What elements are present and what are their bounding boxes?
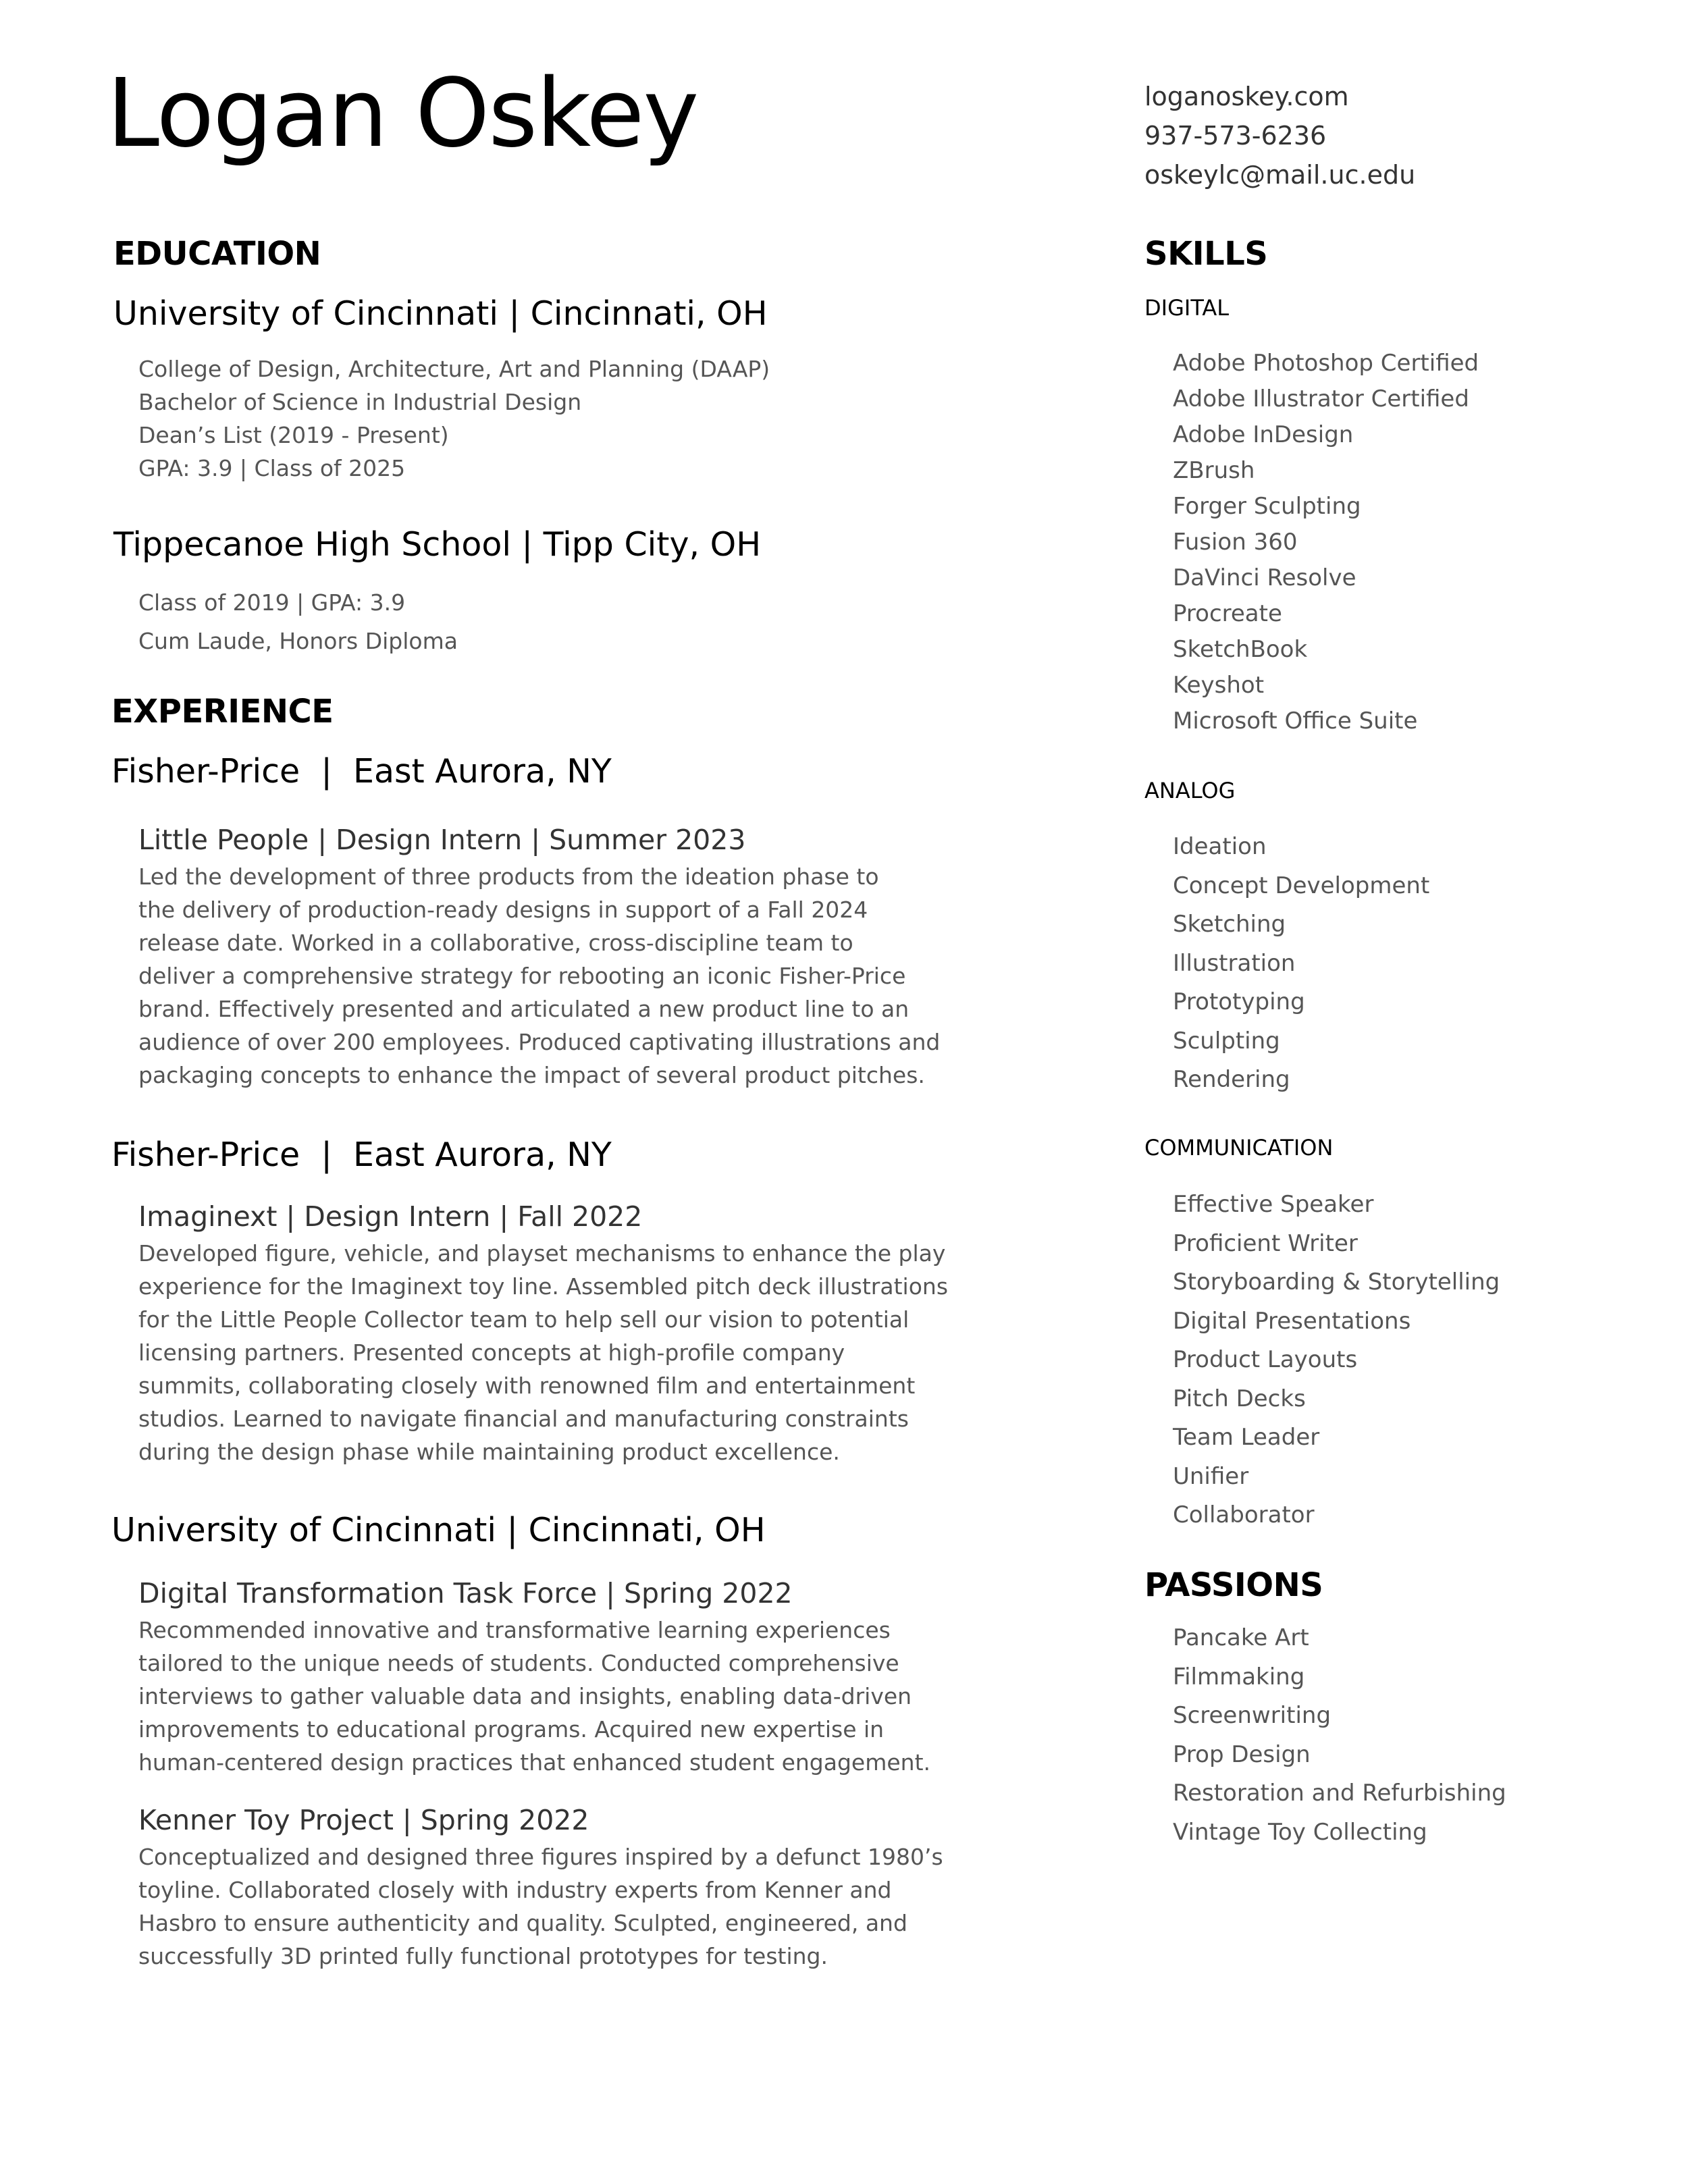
skill-item: Keyshot <box>1173 672 1265 699</box>
skill-item: Illustration <box>1173 949 1296 977</box>
employer-name: Fisher-Price | East Aurora, NY <box>111 1136 612 1174</box>
description-line: Developed figure, vehicle, and playset mechanisms to enhance the play <box>138 1240 946 1267</box>
skill-item: Adobe Illustrator Certified <box>1173 385 1469 412</box>
school-name: University of Cincinnati | Cincinnati, OH <box>113 294 768 333</box>
skill-item: Product Layouts <box>1173 1346 1358 1373</box>
skill-item: Sketching <box>1173 911 1286 938</box>
description-line: human-centered design practices that enhanced student engagement. <box>138 1749 931 1776</box>
skill-item: Digital Presentations <box>1173 1307 1411 1335</box>
passion-item: Restoration and Refurbishing <box>1173 1780 1506 1807</box>
contact-block <box>1144 80 1415 197</box>
description-line: summits, collaborating closely with renowned film and entertainment <box>138 1373 916 1399</box>
description-line: packaging concepts to enhance the impact of several product pitches. <box>138 1062 925 1088</box>
school-details <box>138 583 458 660</box>
skill-item: Collaborator <box>1173 1501 1315 1528</box>
passion-item: Filmmaking <box>1173 1663 1305 1690</box>
school-detail-line: College of Design, Architecture, Art and Planning (DAAP) <box>138 356 770 382</box>
skill-item: Adobe Photoshop Certified <box>1173 350 1479 377</box>
communication-skills-label: COMMUNICATION <box>1144 1135 1334 1161</box>
skill-item: Unifier <box>1173 1462 1249 1490</box>
description-line: Hasbro to ensure authenticity and quality. Sculpted, engineered, and <box>138 1910 907 1936</box>
analog-skills-list <box>1173 828 1429 1100</box>
digital-skills-list <box>1173 346 1479 739</box>
skill-item: Prototyping <box>1173 988 1305 1015</box>
skill-item: Concept Development <box>1173 872 1430 899</box>
skill-item: DaVinci Resolve <box>1173 564 1356 591</box>
job-description <box>138 1840 1070 1973</box>
analog-skills-label: ANALOG <box>1144 778 1236 803</box>
description-line: the delivery of production-ready designs in support of a Fall 2024 <box>138 897 868 923</box>
job-title: Digital Transformation Task Force | Spring 2022 <box>138 1577 793 1609</box>
skill-item: Sculpting <box>1173 1027 1280 1055</box>
passions-heading: PASSIONS <box>1144 1566 1323 1604</box>
description-line: interviews to gather valuable data and insights, enabling data-driven <box>138 1683 912 1709</box>
description-line: Recommended innovative and transformative learning experiences <box>138 1617 891 1643</box>
email-link[interactable]: oskeylc@mail.uc.edu <box>1144 160 1416 190</box>
communication-skills-list <box>1173 1186 1500 1535</box>
skill-item: Ideation <box>1173 833 1267 860</box>
description-line: during the design phase while maintaining product excellence. <box>138 1439 840 1465</box>
resume-name: Logan Oskey <box>107 59 698 169</box>
passions-list <box>1173 1619 1506 1852</box>
school-detail-line: Bachelor of Science in Industrial Design <box>138 389 582 415</box>
skill-item: Adobe InDesign <box>1173 421 1354 448</box>
job-description <box>138 1614 1070 1779</box>
description-line: successfully 3D printed fully functional prototypes for testing. <box>138 1943 828 1969</box>
description-line: release date. Worked in a collaborative, cross-discipline team to <box>138 930 853 956</box>
school-detail-line: GPA: 3.9 | Class of 2025 <box>138 455 406 481</box>
skill-item: Forger Sculpting <box>1173 493 1361 520</box>
description-line: tailored to the unique needs of students. Conducted comprehensive <box>138 1650 899 1676</box>
skill-item: Fusion 360 <box>1173 529 1298 556</box>
description-line: Conceptualized and designed three figures inspired by a defunct 1980’s <box>138 1844 943 1870</box>
skill-item: Pitch Decks <box>1173 1385 1306 1412</box>
job-description <box>138 1237 1070 1468</box>
education-heading: EDUCATION <box>113 235 321 273</box>
school-detail-line: Cum Laude, Honors Diploma <box>138 628 458 654</box>
school-detail-line: Dean’s List (2019 - Present) <box>138 422 449 448</box>
phone-number[interactable]: 937-573-6236 <box>1144 121 1327 151</box>
school-details <box>138 352 770 485</box>
skill-item: Microsoft Office Suite <box>1173 708 1418 735</box>
description-line: audience of over 200 employees. Produced captivating illustrations and <box>138 1029 941 1055</box>
employer-name: Fisher-Price | East Aurora, NY <box>111 752 612 791</box>
experience-heading: EXPERIENCE <box>111 693 334 730</box>
job-title: Little People | Design Intern | Summer 2023 <box>138 824 746 856</box>
job-description <box>138 860 1070 1092</box>
skill-item: Effective Speaker <box>1173 1191 1374 1218</box>
skills-heading: SKILLS <box>1144 235 1268 273</box>
school-name: Tippecanoe High School | Tipp City, OH <box>113 525 762 564</box>
description-line: for the Little People Collector team to help sell our vision to potential <box>138 1306 909 1333</box>
website-link[interactable]: loganoskey.com <box>1144 82 1349 111</box>
employer-name: University of Cincinnati | Cincinnati, OH <box>111 1511 766 1549</box>
skill-item: Storyboarding & Storytelling <box>1173 1269 1500 1296</box>
passion-item: Vintage Toy Collecting <box>1173 1818 1427 1846</box>
school-detail-line: Class of 2019 | GPA: 3.9 <box>138 589 406 616</box>
digital-skills-label: DIGITAL <box>1144 295 1230 321</box>
passion-item: Pancake Art <box>1173 1624 1309 1651</box>
description-line: experience for the Imaginext toy line. Assembled pitch deck illustrations <box>138 1273 949 1300</box>
passion-item: Screenwriting <box>1173 1702 1331 1729</box>
skill-item: SketchBook <box>1173 636 1308 663</box>
description-line: improvements to educational programs. Acquired new expertise in <box>138 1716 885 1742</box>
skill-item: Rendering <box>1173 1066 1290 1093</box>
passion-item: Prop Design <box>1173 1740 1311 1768</box>
description-line: Led the development of three products from the ideation phase to <box>138 863 879 890</box>
skill-item: Procreate <box>1173 600 1282 627</box>
description-line: studios. Learned to navigate financial and manufacturing constraints <box>138 1406 909 1432</box>
skill-item: ZBrush <box>1173 457 1255 484</box>
description-line: licensing partners. Presented concepts at high-profile company <box>138 1339 845 1366</box>
description-line: toyline. Collaborated closely with industry experts from Kenner and <box>138 1877 892 1903</box>
description-line: deliver a comprehensive strategy for rebooting an iconic Fisher-Price <box>138 963 906 989</box>
skill-item: Team Leader <box>1173 1424 1320 1451</box>
skill-item: Proficient Writer <box>1173 1229 1358 1257</box>
description-line: brand. Effectively presented and articulated a new product line to an <box>138 996 909 1022</box>
job-title: Imaginext | Design Intern | Fall 2022 <box>138 1200 643 1233</box>
job-title: Kenner Toy Project | Spring 2022 <box>138 1804 589 1836</box>
